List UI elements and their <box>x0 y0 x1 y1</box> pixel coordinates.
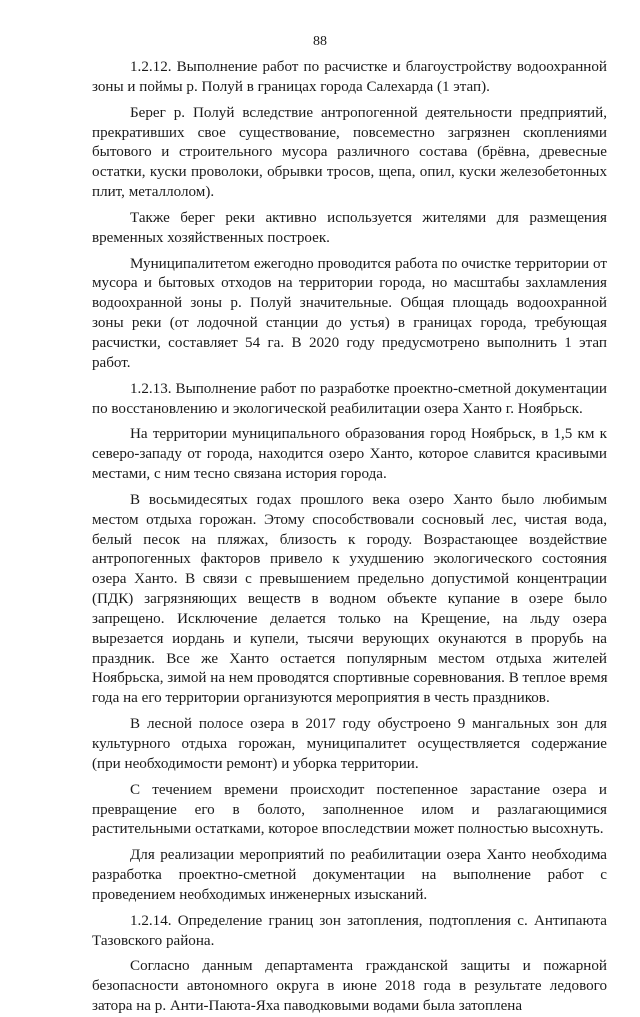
text-line: На территории муниципального образования город Ноябрьск, в 1,5 км к <box>130 426 607 443</box>
paragraph <box>92 491 607 709</box>
text-line: зоны реки (от лодочной станции до устья) в границах города, требующая <box>92 315 607 332</box>
text-line: затора на р. Анти-Паюта-Яха паводковыми водами была затоплена <box>92 998 523 1015</box>
text-line: работ. <box>92 354 131 371</box>
text-line: праздник. Все же Ханто остается популярным местом отдыха жителей <box>92 650 607 667</box>
paragraph <box>92 255 607 374</box>
text-line: местами, с ним тесно связана история города. <box>92 466 387 483</box>
text-line: зоны и поймы р. Полуй в границах города Салехарда (1 этап). <box>92 78 490 95</box>
text-line: расчистки, составляет 54 га. В 2020 году предусмотрено выполнить 1 этап <box>92 334 607 351</box>
text-line: культурного отдыха горожан, муниципалитет осуществляется содержание <box>92 736 607 752</box>
text-line: плит, металлолом). <box>92 184 215 201</box>
text-line: по восстановлению и экологической реабилитации озера Ханто г. Ноябрьск. <box>92 400 583 417</box>
text-line: Берег р. Полуй вследствие антропогенной деятельности предприятий, <box>130 104 607 121</box>
text-line: временных хозяйственных построек. <box>92 229 330 246</box>
paragraph <box>92 957 607 1017</box>
text-line: превращение его в болото, заполненное илом и разлагающимися <box>92 801 607 818</box>
text-line: бытового и строительного мусора различного состава (брёвна, древесные <box>92 144 607 161</box>
text-line: (при необходимости ремонт) и уборка территории. <box>92 755 419 772</box>
text-line: северо-западу от города, находится озеро Ханто, которое славится красивыми <box>92 446 607 463</box>
paragraph <box>92 380 607 420</box>
text-line: прекративших свое существование, повсеместно загрязнен скоплениями <box>92 124 607 141</box>
paragraph <box>92 715 607 775</box>
text-line: белый песок на пляжах, близость к городу. Возрастающее воздействие <box>92 531 607 548</box>
text-line: (ПДК) загрязняющих веществ в водном объекте купание в озере было <box>92 591 607 608</box>
text-line: водоохранной зоны р. Полуй значительные. Общая площадь водоохранной <box>92 295 607 312</box>
text-line: разработка проектно-сметной документации на выполнение работ с <box>92 867 607 884</box>
text-line: Тазовского района. <box>92 932 215 949</box>
text-line: запрещено. Исключение делается только на Крещение, на льду озера <box>92 610 607 627</box>
text-line: Для реализации мероприятий по реабилитации озера Ханто необходима <box>130 847 607 864</box>
text-line: антропогенных факторов привело к ухудшению экологического состояния <box>92 551 607 568</box>
text-line: растительными остатками, которое впоследствии может полностью высохнуть. <box>92 821 604 838</box>
text-line: местом отдыха горожан. Этому способствовали сосновый лес, чистая вода, <box>92 511 607 528</box>
page-number: 88 <box>313 34 327 49</box>
text-line: 1.2.12. Выполнение работ по расчистке и благоустройству водоохранной <box>130 59 607 75</box>
paragraph <box>92 781 607 841</box>
document-body <box>92 58 607 1017</box>
text-line: проведением необходимых инженерных изысканий. <box>92 886 428 903</box>
paragraph <box>92 912 607 952</box>
text-line: безопасности автономного округа в июне 2018 года в результате ледового <box>92 978 607 995</box>
text-line: В восьмидесятых годах прошлого века озеро Ханто было любимым <box>130 491 607 508</box>
text-line: Ноябрьска, зимой на нем проводятся спортивные соревнования. В теплое время <box>92 670 608 687</box>
paragraph <box>92 846 607 906</box>
paragraph <box>92 209 607 249</box>
text-line: вырезается иордань и купели, тысячи верующих окунаются в прорубь на <box>92 630 607 647</box>
text-line: С течением времени происходит постепенное зарастание озера и <box>130 781 607 798</box>
paragraph <box>92 58 607 98</box>
text-line: года на его территории организуются мероприятия в честь праздников. <box>92 690 550 707</box>
text-line: озера Ханто. В связи с превышением предельно допустимой концентрации <box>92 571 607 588</box>
text-line: остатки, куски проволоки, обрывки тросов, щепа, опил, куски железобетонных <box>92 164 607 181</box>
paragraph <box>92 104 607 203</box>
text-line: Согласно данным департамента гражданской защиты и пожарной <box>130 958 607 975</box>
paragraph <box>92 425 607 485</box>
text-line: 1.2.14. Определение границ зон затопления, подтопления с. Антипаюта <box>130 912 607 929</box>
text-line: Также берег реки активно используется жителями для размещения <box>130 209 607 226</box>
text-line: В лесной полосе озера в 2017 году обустроено 9 мангальных зон для <box>130 716 607 733</box>
text-line: Муниципалитетом ежегодно проводится работа по очистке территории от <box>130 255 607 272</box>
text-line: мусора и бытовых отходов на территории города, но масштабы захламления <box>92 275 607 292</box>
text-line: 1.2.13. Выполнение работ по разработке проектно-сметной документации <box>130 380 607 397</box>
